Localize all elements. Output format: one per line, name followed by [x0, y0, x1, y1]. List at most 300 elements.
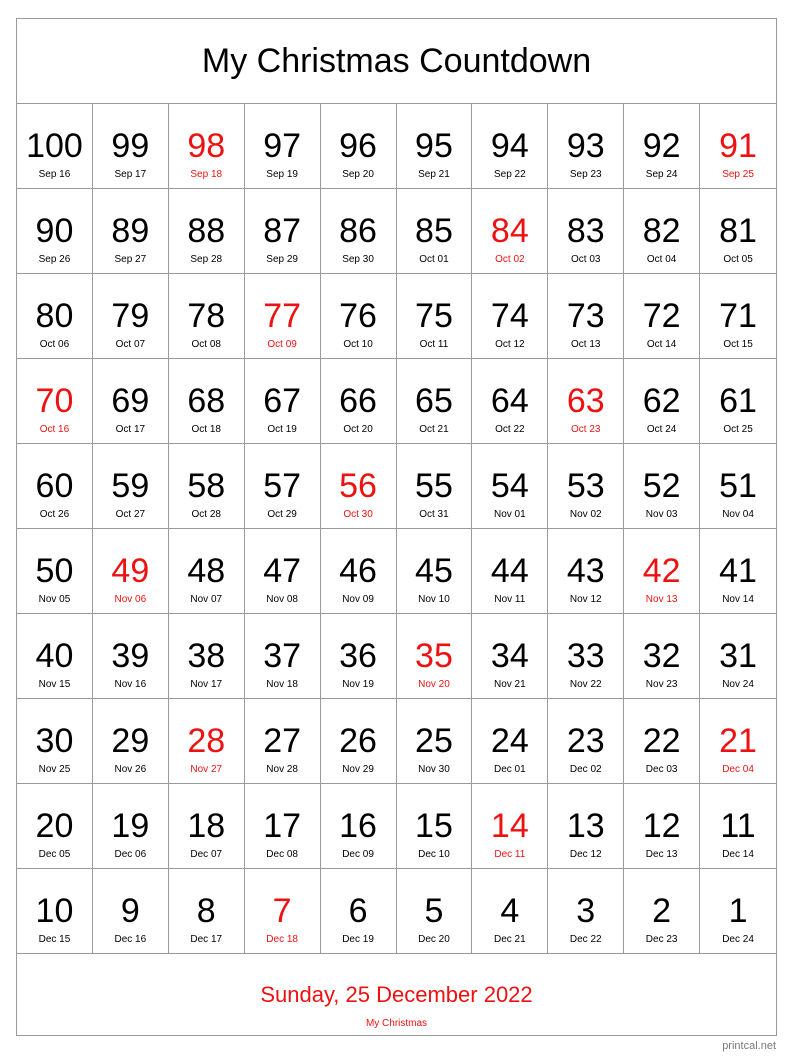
calendar-date: Oct 28: [191, 509, 221, 520]
calendar-date: Dec 24: [722, 934, 754, 945]
calendar-date: Sep 28: [190, 254, 223, 265]
calendar-date: Oct 16: [39, 424, 70, 435]
calendar-date: Nov 07: [190, 594, 223, 605]
calendar-date: Dec 14: [722, 849, 754, 860]
days-remaining: 78: [187, 297, 226, 335]
day-cell: [397, 274, 473, 359]
day-cell: [624, 614, 700, 699]
day-cell: [700, 869, 776, 954]
calendar-date: Oct 31: [419, 509, 449, 520]
day-cell: [169, 614, 245, 699]
day-cell: [17, 699, 93, 784]
calendar-date: Sep 27: [114, 254, 147, 265]
calendar-date: Oct 07: [115, 339, 146, 350]
calendar-date: Dec 05: [38, 849, 71, 860]
days-remaining: 29: [111, 722, 150, 760]
day-cell: [624, 529, 700, 614]
calendar-date: Oct 30: [343, 509, 373, 520]
day-cell: [548, 104, 624, 189]
calendar-date: Sep 24: [645, 169, 678, 180]
days-remaining: 60: [35, 467, 74, 505]
calendar-date: Oct 17: [115, 424, 146, 435]
days-remaining: 6: [348, 892, 368, 930]
day-cell: [548, 784, 624, 869]
days-remaining: 57: [263, 467, 302, 505]
footer: [17, 954, 776, 1035]
days-remaining: 21: [719, 722, 757, 760]
calendar-date: Nov 24: [722, 679, 754, 690]
calendar-date: Oct 08: [191, 339, 221, 350]
day-cell: [548, 529, 624, 614]
days-remaining: 36: [339, 637, 377, 675]
calendar-date: Nov 15: [38, 679, 71, 690]
day-cell: [169, 104, 245, 189]
calendar-date: Sep 21: [418, 169, 450, 180]
calendar-date: Oct 26: [39, 509, 70, 520]
calendar-date: Oct 23: [571, 424, 601, 435]
day-cell: [93, 699, 169, 784]
calendar-date: Nov 19: [342, 679, 374, 690]
calendar-date: Nov 29: [342, 764, 374, 775]
day-cell: [169, 699, 245, 784]
days-remaining: 34: [490, 637, 529, 675]
day-cell: [624, 359, 700, 444]
days-remaining: 67: [263, 382, 302, 420]
days-remaining: 93: [566, 127, 605, 165]
days-remaining: 44: [490, 552, 529, 590]
calendar-date: Nov 21: [494, 679, 526, 690]
days-remaining: 7: [272, 892, 292, 930]
days-remaining: 82: [642, 212, 681, 250]
days-remaining: 30: [35, 722, 74, 760]
days-remaining: 53: [566, 467, 605, 505]
calendar-date: Oct 13: [571, 339, 601, 350]
days-remaining: 37: [263, 637, 302, 675]
day-cell: [169, 869, 245, 954]
day-cell: [321, 274, 397, 359]
days-remaining: 85: [415, 212, 453, 250]
days-remaining: 46: [339, 552, 377, 590]
calendar-date: Oct 22: [495, 424, 525, 435]
day-cell: [93, 444, 169, 529]
days-remaining: 27: [263, 722, 302, 760]
days-remaining: 59: [111, 467, 150, 505]
day-cell: [624, 444, 700, 529]
calendar-date: Nov 23: [645, 679, 678, 690]
target-date: Sunday, 25 December 2022: [260, 982, 533, 1007]
calendar-date: Sep 26: [38, 254, 71, 265]
day-cell: [700, 104, 776, 189]
days-remaining: 38: [187, 637, 226, 675]
day-cell: [397, 614, 473, 699]
day-cell: [700, 784, 776, 869]
days-remaining: 22: [642, 722, 681, 760]
days-remaining: 50: [35, 552, 74, 590]
days-remaining: 49: [111, 552, 150, 590]
countdown-grid: [17, 104, 776, 954]
day-cell: [397, 869, 473, 954]
days-remaining: 10: [35, 892, 74, 930]
calendar-date: Dec 20: [418, 934, 450, 945]
day-cell: [548, 869, 624, 954]
days-remaining: 80: [35, 297, 74, 335]
days-remaining: 54: [490, 467, 529, 505]
day-cell: [397, 359, 473, 444]
days-remaining: 64: [490, 382, 529, 420]
days-remaining: 86: [339, 212, 377, 250]
day-cell: [472, 359, 548, 444]
day-cell: [17, 784, 93, 869]
days-remaining: 58: [187, 467, 226, 505]
calendar-date: Dec 09: [342, 849, 374, 860]
days-remaining: 91: [719, 127, 757, 165]
day-cell: [472, 104, 548, 189]
day-cell: [548, 274, 624, 359]
calendar-date: Dec 02: [569, 764, 602, 775]
day-cell: [624, 274, 700, 359]
calendar-date: Sep 22: [493, 169, 526, 180]
calendar-date: Dec 13: [645, 849, 678, 860]
calendar-date: Oct 03: [571, 254, 601, 265]
calendar-date: Dec 12: [569, 849, 602, 860]
day-cell: [17, 274, 93, 359]
days-remaining: 75: [415, 297, 453, 335]
day-cell: [93, 274, 169, 359]
days-remaining: 79: [111, 297, 150, 335]
calendar-date: Oct 10: [343, 339, 373, 350]
day-cell: [700, 444, 776, 529]
day-cell: [397, 784, 473, 869]
calendar-date: Oct 11: [419, 339, 449, 350]
days-remaining: 66: [339, 382, 377, 420]
day-cell: [93, 529, 169, 614]
calendar-date: Nov 08: [266, 594, 298, 605]
calendar-date: Sep 29: [266, 254, 298, 265]
days-remaining: 26: [339, 722, 377, 760]
calendar-date: Oct 24: [646, 424, 677, 435]
day-cell: [245, 189, 321, 274]
day-cell: [245, 359, 321, 444]
days-remaining: 31: [719, 637, 757, 675]
calendar-date: Oct 06: [39, 339, 70, 350]
days-remaining: 14: [490, 807, 529, 845]
calendar-date: Nov 20: [418, 679, 450, 690]
calendar-date: Oct 05: [723, 254, 753, 265]
day-cell: [321, 359, 397, 444]
days-remaining: 92: [642, 127, 681, 165]
day-cell: [700, 189, 776, 274]
calendar-date: Oct 04: [646, 254, 677, 265]
days-remaining: 96: [339, 127, 377, 165]
day-cell: [93, 614, 169, 699]
days-remaining: 15: [415, 807, 453, 845]
calendar-date: Nov 26: [114, 764, 147, 775]
day-cell: [624, 699, 700, 784]
calendar-date: Dec 04: [722, 764, 754, 775]
day-cell: [169, 784, 245, 869]
calendar-date: Nov 27: [190, 764, 223, 775]
calendar-date: Oct 21: [419, 424, 449, 435]
calendar-date: Dec 18: [266, 934, 298, 945]
countdown-sheet: [16, 18, 777, 1036]
calendar-date: Oct 01: [419, 254, 449, 265]
calendar-date: Sep 19: [266, 169, 298, 180]
day-cell: [245, 784, 321, 869]
calendar-date: Sep 23: [569, 169, 602, 180]
days-remaining: 39: [111, 637, 150, 675]
day-cell: [624, 104, 700, 189]
day-cell: [624, 189, 700, 274]
days-remaining: 12: [642, 807, 681, 845]
day-cell: [245, 699, 321, 784]
calendar-date: Nov 05: [38, 594, 71, 605]
day-cell: [472, 784, 548, 869]
days-remaining: 84: [490, 212, 529, 250]
day-cell: [321, 529, 397, 614]
days-remaining: 70: [35, 382, 74, 420]
days-remaining: 3: [576, 892, 596, 930]
day-cell: [17, 614, 93, 699]
day-cell: [321, 189, 397, 274]
days-remaining: 87: [263, 212, 302, 250]
days-remaining: 74: [490, 297, 529, 335]
calendar-date: Oct 18: [191, 424, 221, 435]
day-cell: [548, 444, 624, 529]
day-cell: [700, 529, 776, 614]
days-remaining: 4: [500, 892, 520, 930]
days-remaining: 47: [263, 552, 302, 590]
days-remaining: 1: [728, 892, 748, 930]
days-remaining: 5: [424, 892, 444, 930]
calendar-date: Nov 13: [645, 594, 678, 605]
calendar-date: Dec 23: [645, 934, 678, 945]
days-remaining: 62: [642, 382, 681, 420]
days-remaining: 68: [187, 382, 226, 420]
day-cell: [624, 784, 700, 869]
day-cell: [472, 699, 548, 784]
day-cell: [397, 529, 473, 614]
day-cell: [321, 444, 397, 529]
days-remaining: 81: [719, 212, 757, 250]
day-cell: [17, 869, 93, 954]
days-remaining: 83: [566, 212, 605, 250]
days-remaining: 23: [566, 722, 605, 760]
days-remaining: 100: [26, 127, 83, 165]
event-name: My Christmas: [365, 1018, 428, 1029]
day-cell: [321, 104, 397, 189]
days-remaining: 55: [415, 467, 453, 505]
calendar-date: Oct 12: [495, 339, 525, 350]
days-remaining: 52: [642, 467, 681, 505]
calendar-date: Nov 01: [494, 509, 526, 520]
day-cell: [321, 784, 397, 869]
site-credit: printcal.net: [722, 1040, 776, 1052]
day-cell: [472, 869, 548, 954]
day-cell: [169, 529, 245, 614]
day-cell: [397, 104, 473, 189]
day-cell: [472, 529, 548, 614]
day-cell: [17, 104, 93, 189]
days-remaining: 32: [642, 637, 681, 675]
calendar-date: Dec 07: [190, 849, 223, 860]
calendar-date: Nov 18: [266, 679, 298, 690]
day-cell: [397, 444, 473, 529]
days-remaining: 17: [263, 807, 302, 845]
days-remaining: 97: [263, 127, 302, 165]
calendar-date: Oct 09: [267, 339, 297, 350]
day-cell: [93, 104, 169, 189]
calendar-date: Dec 17: [190, 934, 223, 945]
calendar-date: Sep 20: [342, 169, 374, 180]
calendar-date: Sep 17: [114, 169, 147, 180]
day-cell: [17, 359, 93, 444]
days-remaining: 16: [339, 807, 377, 845]
days-remaining: 13: [566, 807, 605, 845]
day-cell: [93, 869, 169, 954]
days-remaining: 25: [415, 722, 453, 760]
calendar-date: Oct 27: [115, 509, 146, 520]
calendar-date: Dec 15: [38, 934, 71, 945]
days-remaining: 2: [652, 892, 672, 930]
calendar-date: Nov 02: [569, 509, 602, 520]
calendar-date: Oct 19: [267, 424, 297, 435]
days-remaining: 73: [566, 297, 605, 335]
day-cell: [700, 274, 776, 359]
day-cell: [397, 189, 473, 274]
days-remaining: 77: [263, 297, 302, 335]
calendar-date: Nov 11: [494, 594, 526, 605]
days-remaining: 11: [720, 807, 756, 845]
days-remaining: 43: [566, 552, 605, 590]
days-remaining: 35: [415, 637, 453, 675]
calendar-date: Dec 10: [418, 849, 450, 860]
calendar-date: Oct 15: [723, 339, 753, 350]
day-cell: [169, 274, 245, 359]
days-remaining: 45: [415, 552, 453, 590]
days-remaining: 94: [490, 127, 529, 165]
day-cell: [548, 699, 624, 784]
day-cell: [700, 359, 776, 444]
calendar-date: Nov 30: [418, 764, 450, 775]
days-remaining: 8: [196, 892, 216, 930]
days-remaining: 42: [642, 552, 681, 590]
calendar-date: Nov 09: [342, 594, 374, 605]
day-cell: [624, 869, 700, 954]
calendar-date: Dec 01: [494, 764, 526, 775]
day-cell: [245, 869, 321, 954]
day-cell: [169, 359, 245, 444]
days-remaining: 88: [187, 212, 226, 250]
calendar-date: Sep 25: [722, 169, 754, 180]
calendar-date: Oct 25: [723, 424, 753, 435]
days-remaining: 40: [35, 637, 74, 675]
day-cell: [245, 274, 321, 359]
days-remaining: 61: [719, 382, 757, 420]
days-remaining: 20: [35, 807, 74, 845]
day-cell: [472, 189, 548, 274]
calendar-date: Sep 16: [38, 169, 71, 180]
day-cell: [548, 359, 624, 444]
day-cell: [93, 189, 169, 274]
calendar-date: Dec 03: [645, 764, 678, 775]
calendar-date: Nov 16: [114, 679, 147, 690]
calendar-date: Oct 02: [495, 254, 525, 265]
day-cell: [472, 444, 548, 529]
days-remaining: 69: [111, 382, 150, 420]
days-remaining: 24: [490, 722, 529, 760]
calendar-date: Nov 03: [645, 509, 678, 520]
day-cell: [700, 699, 776, 784]
day-cell: [17, 444, 93, 529]
days-remaining: 51: [719, 467, 757, 505]
days-remaining: 28: [187, 722, 226, 760]
days-remaining: 90: [35, 212, 74, 250]
day-cell: [93, 359, 169, 444]
day-cell: [472, 274, 548, 359]
calendar-date: Oct 29: [267, 509, 297, 520]
days-remaining: 99: [111, 127, 150, 165]
day-cell: [472, 614, 548, 699]
calendar-date: Nov 10: [418, 594, 450, 605]
calendar-date: Sep 30: [342, 254, 374, 265]
calendar-date: Dec 21: [494, 934, 526, 945]
day-cell: [548, 189, 624, 274]
calendar-date: Dec 11: [494, 849, 526, 860]
calendar-date: Dec 19: [342, 934, 374, 945]
days-remaining: 33: [566, 637, 605, 675]
calendar-date: Nov 17: [190, 679, 223, 690]
days-remaining: 89: [111, 212, 150, 250]
day-cell: [321, 699, 397, 784]
days-remaining: 48: [187, 552, 226, 590]
calendar-date: Oct 20: [343, 424, 373, 435]
day-cell: [397, 699, 473, 784]
days-remaining: 98: [187, 127, 226, 165]
day-cell: [17, 529, 93, 614]
day-cell: [169, 444, 245, 529]
days-remaining: 95: [415, 127, 453, 165]
page-title: My Christmas Countdown: [17, 19, 776, 104]
calendar-date: Dec 06: [114, 849, 147, 860]
day-cell: [245, 529, 321, 614]
days-remaining: 19: [111, 807, 150, 845]
days-remaining: 71: [719, 297, 757, 335]
calendar-date: Nov 22: [569, 679, 602, 690]
days-remaining: 18: [187, 807, 226, 845]
calendar-date: Nov 06: [114, 594, 147, 605]
days-remaining: 56: [339, 467, 377, 505]
calendar-date: Dec 22: [569, 934, 602, 945]
calendar-date: Nov 14: [722, 594, 754, 605]
day-cell: [700, 614, 776, 699]
days-remaining: 72: [642, 297, 681, 335]
calendar-date: Dec 16: [114, 934, 147, 945]
calendar-date: Nov 28: [266, 764, 298, 775]
day-cell: [245, 444, 321, 529]
days-remaining: 41: [719, 552, 757, 590]
day-cell: [93, 784, 169, 869]
days-remaining: 76: [339, 297, 377, 335]
day-cell: [321, 869, 397, 954]
calendar-date: Sep 18: [190, 169, 223, 180]
day-cell: [321, 614, 397, 699]
calendar-date: Oct 14: [646, 339, 677, 350]
calendar-date: Dec 08: [266, 849, 298, 860]
days-remaining: 65: [415, 382, 453, 420]
day-cell: [245, 614, 321, 699]
calendar-date: Nov 04: [722, 509, 754, 520]
days-remaining: 9: [120, 892, 140, 930]
